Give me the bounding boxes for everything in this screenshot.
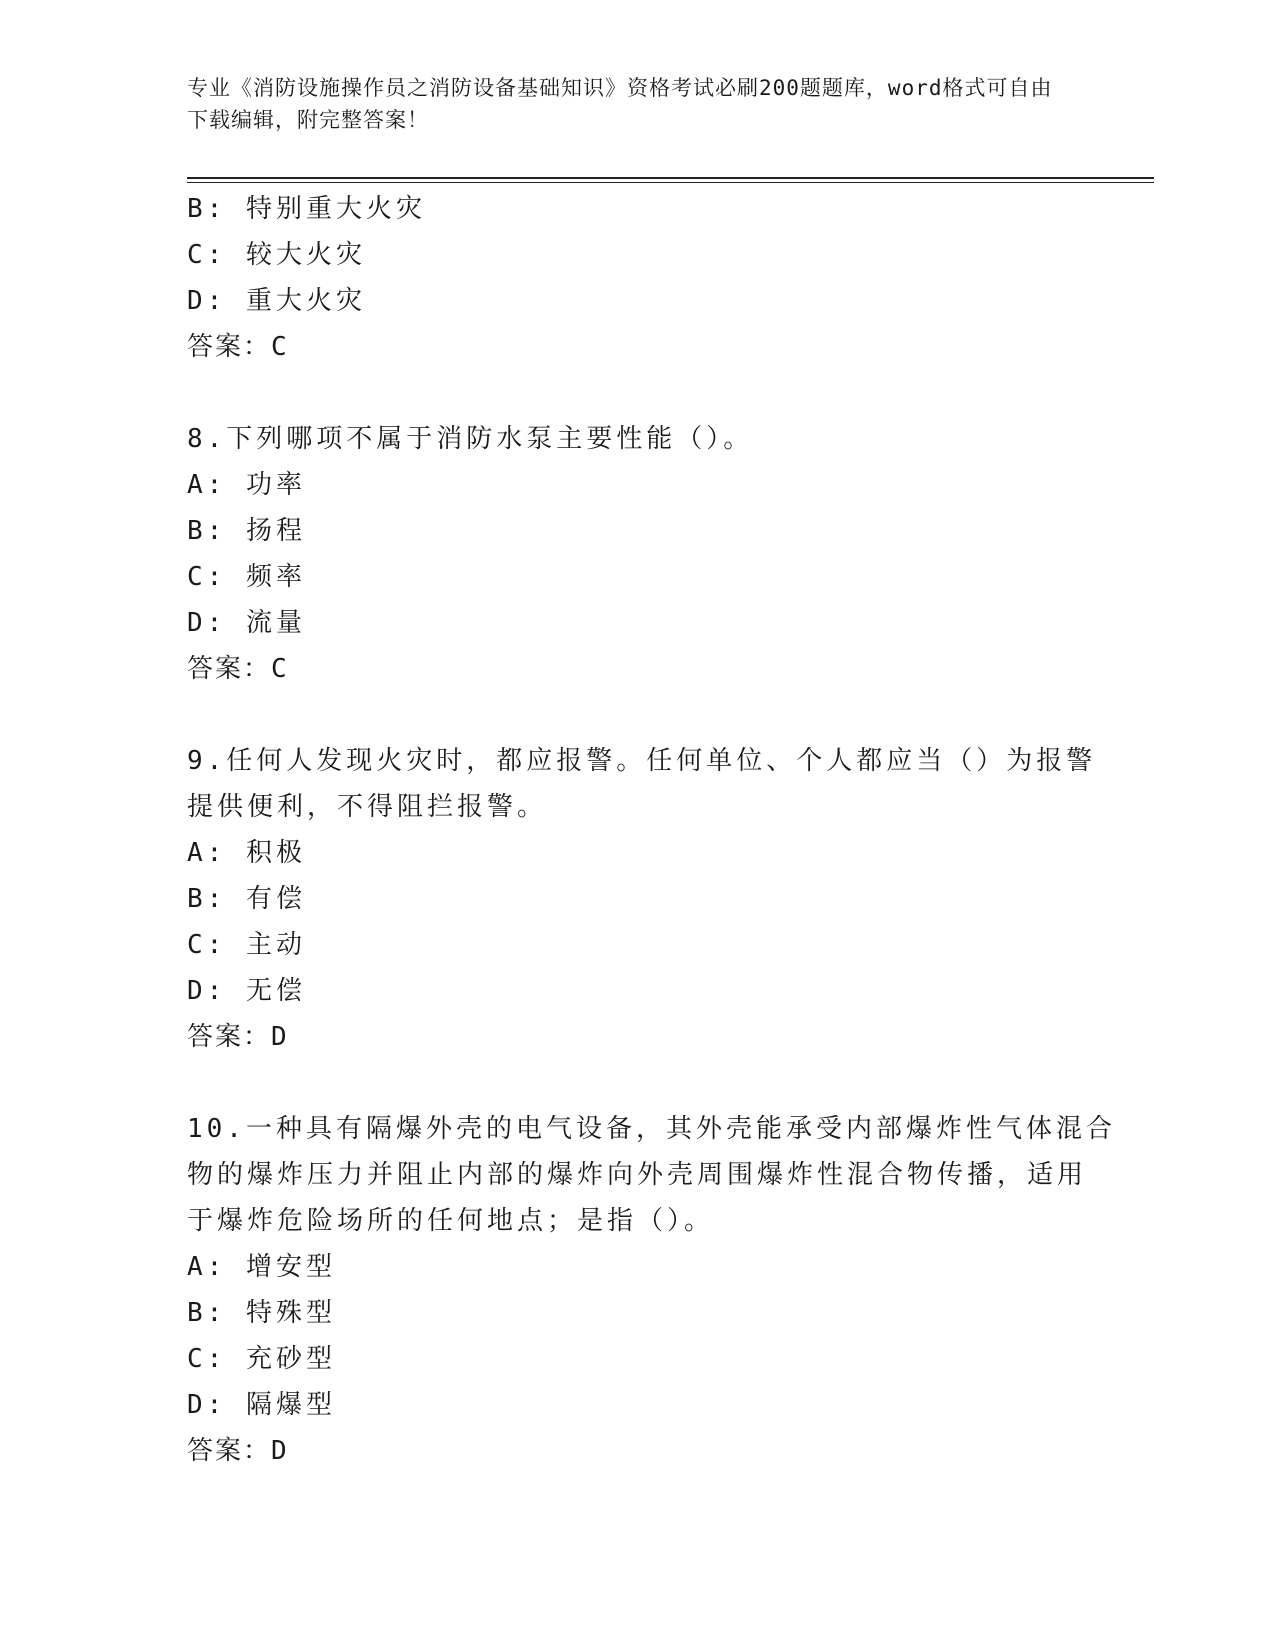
spacer xyxy=(187,692,1087,738)
q9-option-a: A: 积极 xyxy=(187,838,306,868)
question-list xyxy=(187,186,1116,1474)
spacer xyxy=(187,370,1087,416)
q8-option-b: B: 扬程 xyxy=(187,516,306,546)
q7-option-d: D: 重大火灾 xyxy=(187,286,366,316)
header-rule-thick xyxy=(187,177,1154,179)
question-8 xyxy=(187,416,1087,692)
header-rule-thin xyxy=(187,182,1154,183)
question-10 xyxy=(187,1106,1116,1474)
q10-stem-line-3: 于爆炸危险场所的任何地点；是指（）。 xyxy=(187,1206,715,1236)
q9-option-c: C: 主动 xyxy=(187,930,306,960)
q8-stem: 8.下列哪项不属于消防水泵主要性能（）。 xyxy=(187,424,754,454)
spacer xyxy=(187,1060,1087,1106)
q10-option-d: D: 隔爆型 xyxy=(187,1390,336,1420)
document-header: 专业《消防设施操作员之消防设备基础知识》资格考试必刷200题题库，word格式可自由下载编辑，附完整答案！ xyxy=(187,76,1053,132)
q9-option-b: B: 有偿 xyxy=(187,884,306,914)
q8-option-a: A: 功率 xyxy=(187,470,306,500)
q10-option-b: B: 特殊型 xyxy=(187,1298,336,1328)
q10-answer: 答案：D xyxy=(187,1436,289,1466)
q10-stem-line-2: 物的爆炸压力并阻止内部的爆炸向外壳周围爆炸性混合物传播，适用 xyxy=(187,1160,1088,1190)
q9-stem-line-1: 9.任何人发现火灾时，都应报警。任何单位、个人都应当（）为报警 xyxy=(187,746,1097,776)
q9-stem-line-2: 提供便利，不得阻拦报警。 xyxy=(187,792,548,822)
q10-stem-line-1: 10.一种具有隔爆外壳的电气设备，其外壳能承受内部爆炸性气体混合 xyxy=(187,1114,1116,1144)
q10-option-c: C: 充砂型 xyxy=(187,1344,336,1374)
q7-answer: 答案：C xyxy=(187,332,289,362)
q8-option-d: D: 流量 xyxy=(187,608,306,638)
q7-option-c: C: 较大火灾 xyxy=(187,240,366,270)
q8-answer: 答案：C xyxy=(187,654,289,684)
q8-option-c: C: 频率 xyxy=(187,562,306,592)
question-7 xyxy=(187,186,1087,370)
q9-answer: 答案：D xyxy=(187,1022,289,1052)
q7-option-b: B: 特别重大火灾 xyxy=(187,194,426,224)
q10-option-a: A: 增安型 xyxy=(187,1252,336,1282)
question-9 xyxy=(187,738,1097,1060)
q9-option-d: D: 无偿 xyxy=(187,976,306,1006)
